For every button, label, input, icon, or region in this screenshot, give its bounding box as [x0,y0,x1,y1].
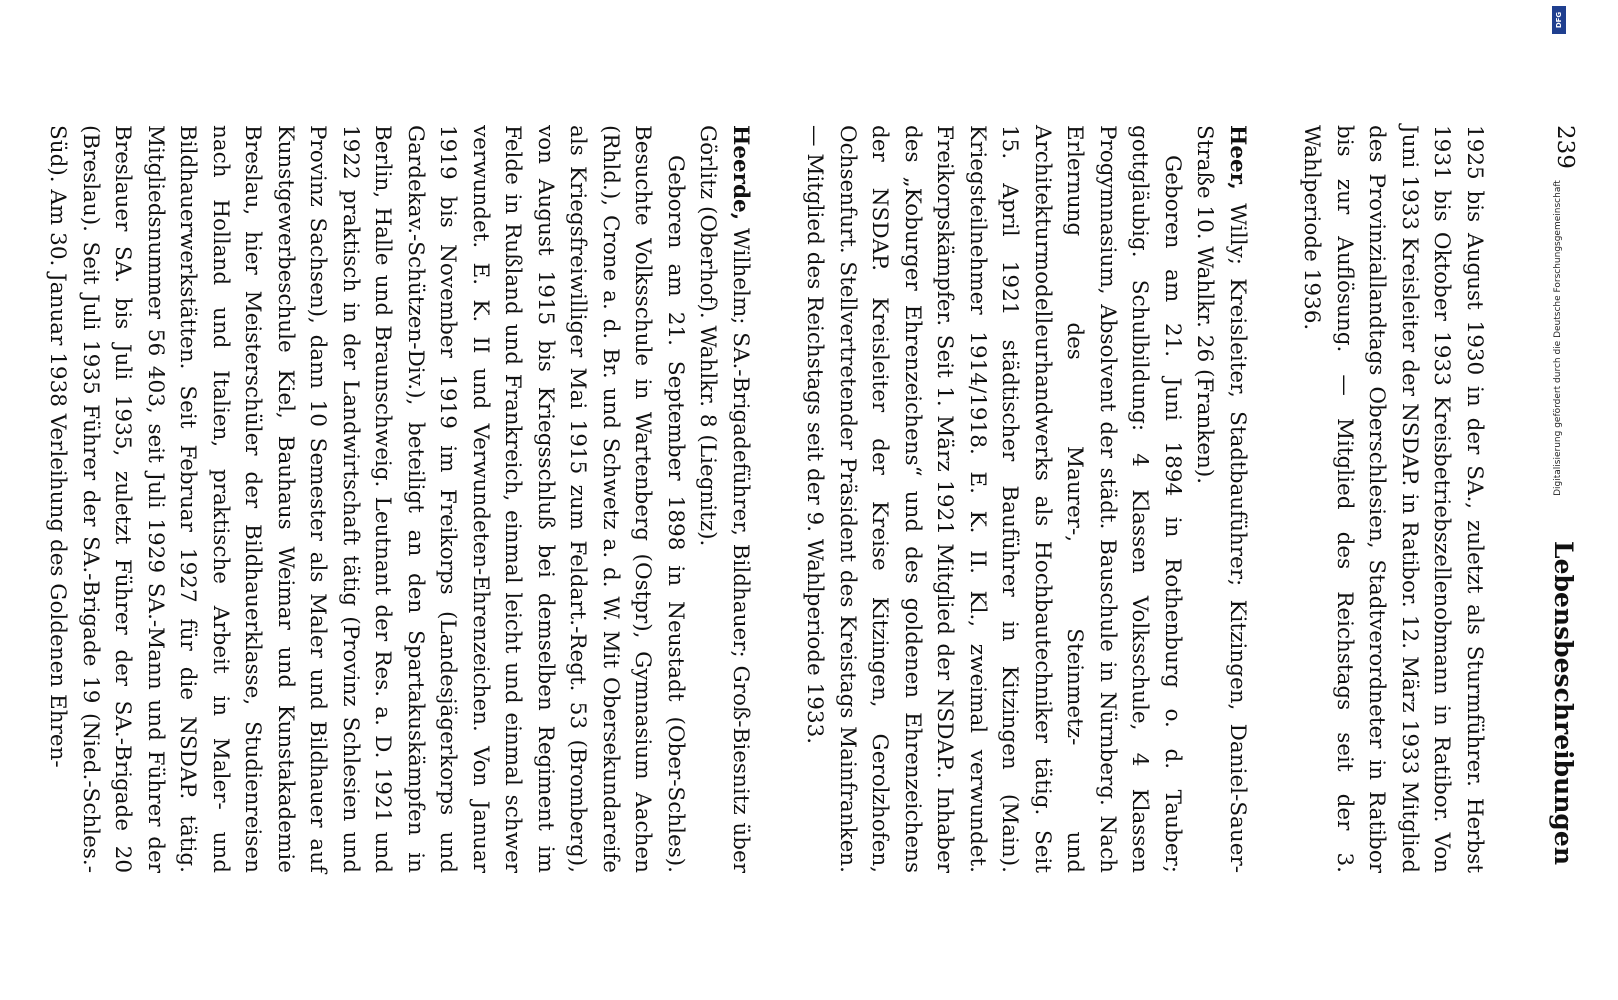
digitization-note-text: Digitalisierung gefördert durch die Deutsche Forschungsgemeinschaft [1553,180,1563,496]
entry-header [1188,125,1253,873]
digitization-note [1547,8,1569,668]
entry-name: Heerde, [728,125,753,221]
entry-biography: Geboren am 21. September 1898 in Neustadt (Ober-Schles). Besuchte Volksschule in Wartenberg (Ostpr), Gymnasium Aachen (Rhld.), Crone a. d. Br. und Schwetz a. d. W. Mit Obersekundareife als Kriegsfreiwilliger Mai 1915 zum Feldart.-Regt. 53 (Bromberg), von August 1915 bis Kriegsschluß bei demselben Regiment im Felde in Rußland und Frankreich, einmal leicht und einmal schwer verwundet. E. K. II und Verwundeten-Ehrenzeichen. Von Januar 1919 bis November 1919 im Freikorps (Landesjägerkorps und Gardekav.-Schützen-Div.), beteiligt an den Spartakuskämpfen in Berlin, Halle und Braunschweig. Leutnant der Res. a. D. 1921 und 1922 praktisch in der Landwirtschaft tätig (Provinz Schlesien und Provinz Sachsen), dann 10 Semester als Maler und Bildhauer auf Kunstgewerbeschule Kiel, Bauhaus Weimar und Kunstakademie Breslau, hier Meisterschüler der Bildhauerklasse, Studienreisen nach Holland und Italien, praktische Arbeit in Maler- und Bildhauerwerkstätten. Seit Februar 1927 für die NSDAP. tätig. Mitgliedsnummer 56 403, seit Juli 1929 SA.-Mann und Führer der Breslauer SA. bis Juli 1935, zuletzt Führer der SA.-Brigade 20 (Breslau). Seit Juli 1935 Führer der SA.-Brigade 19 (Nied.-Schles.-Süd). Am 30. Januar 1938 Verleihung des Goldenen Ehren- [45,125,688,873]
entry-name: Heer, [1225,125,1250,190]
biography-entry-heerde [41,125,756,873]
entry-header-text: Wilhelm; SA.-Brigadeführer, Bildhauer; Groß-Biesnitz über Görlitz (Oberhof). Wahlkr. 8 (Liegnitz). [695,125,753,873]
continuation-entry [1295,125,1490,873]
running-title: Lebensbeschreibungen [1549,541,1578,865]
entry-biography: Geboren am 21. Juni 1894 in Rothenburg o. d. Tauber; gottgläubig. Schulbildung: 4 Klassen Volksschule, 4 Klassen Progymnasium, Absolvent der städt. Bauschule in Nürnberg. Nach Erlernung des Maurer-, Steinmetz- und Architekturmodelleurhandwerks als Hochbautechniker tätig. Seit 15. April 1921 städtischer Bauführer in Kitzingen (Main). Kriegsteilnehmer 1914/1918. E. K. II. Kl., zweimal verwundet. Freikorpskämpfer. Seit 1. März 1921 Mitglied der NSDAP.. Inhaber des „Koburger Ehrenzeichens“ und des goldenen Ehrenzeichens der NSDAP. Kreisleiter der Kreise Kitzingen, Gerolzhofen, Ochsenfurt. Stellvertretender Präsident des Kreistags Mainfranken. — Mitglied des Reichstags seit der 9. Wahlperiode 1933. [802,125,1185,873]
entry-header-text: Willy; Kreisleiter, Stadtbauführer; Kitzingen, Daniel-Sauer-Straße 10. Wahlkr. 26 (Franken). [1192,125,1250,873]
body-text [0,125,1490,873]
continuation-paragraph: 1925 bis August 1930 in der SA., zuletzt als Sturmführer. Herbst 1931 bis Oktober 1933 Kreisbetriebszellenobmann in Ratibor. Von Juni 1933 Kreisleiter der NSDAP. in Ratibor. 12. März 1933 Mitglied des Provinziallandtags Oberschlesien, Stadtverordneter in Ratibor bis zur Auflösung. — Mitglied des Reichstags seit der 3. Wahlperiode 1936. [1299,125,1487,873]
page-number: 239 [1552,125,1578,169]
entry-header [691,125,756,873]
biography-entry-heer [798,125,1253,873]
dfg-logo-text: DFG [1555,11,1563,29]
